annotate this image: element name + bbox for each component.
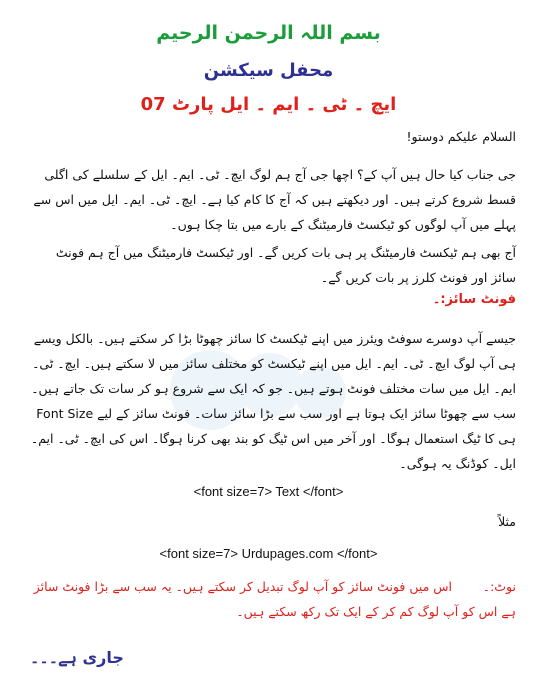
topic-paragraph: آج بھی ہم ٹیکسٹ فارمیٹنگ پر ہی بات کریں گے۔ اور ٹیکسٹ فارمیٹنگ میں آج ہم فونٹ سائز اور فونٹ کلرز پر بات کریں گے۔ <box>55 245 516 285</box>
intro-paragraph: جی جناب کیا حال ہیں آپ کے؟ اچھا جی آج ہم لوگ ایچ۔ ٹی۔ ایم۔ ایل کے سلسلے کی اگلی قسط شروع کرتے ہیں۔ اور دیکھتے ہیں کہ آج کا کام کیا ہے۔ ایچ۔ ٹی۔ ایم۔ ایل میں اس سے پہلے میں آپ لوگوں کو ٹیکسٹ فارمیٹنگ کے بارے میں بتا چکا ہوں۔ <box>33 167 516 232</box>
code-example-urdupages: <font size=7> Urdupages.com </font> <box>159 546 378 561</box>
part-title: ایچ ۔ ٹی ۔ ایم ۔ ایل پارٹ 07 <box>140 94 397 115</box>
font-size-paragraph: جیسے آپ دوسرے سوفٹ ویئرز میں اپنے ٹیکسٹ کا سائز چھوٹا بڑا کر سکتے ہیں۔ بالکل ویسے ہی آپ لوگ ایچ۔ ٹی۔ ایم۔ ایل میں اپنے ٹیکسٹ کو مختلف سائز میں لا سکتے ہیں۔ ایچ۔ ٹی۔ ایم۔ ایل میں سات مختلف فونٹ ہوتے ہیں۔ جو کہ ایک سے شروع ہو کر سات تک جاتے ہیں۔ سب سے چھوٹا سائز ایک ہوتا ہے اور سب سے بڑا سائز سات۔ فونٹ سائز کے لیے Font Size ہی کا ٹیگ استعمال ہوگا۔ اور آخر میں اس ٹیگ کو بند بھی کرنا ہوگا۔ اس کی ایچ۔ ٹی۔ ایم۔ ایل۔ کوڈنگ یہ ہوگی۔ <box>30 331 516 471</box>
section-title: محفل سیکشن <box>203 60 334 81</box>
code-example-text: <font size=7> Text </font> <box>193 484 344 499</box>
example-label: مثلاً <box>498 514 516 529</box>
note-text: اس میں فونٹ سائز کو آپ لوگ تبدیل کر سکتے ہیں۔ یہ سب سے بڑا فونٹ سائز ہے اس کو آپ لوگ کم کر کے ایک تک رکھ سکتے ہیں۔ <box>33 579 516 619</box>
font-size-subheading: فونٹ سائز:۔ <box>432 292 516 307</box>
bismillah-heading: بسم اللہ الرحمن الرحیم <box>156 22 381 44</box>
note-block <box>30 574 516 624</box>
greeting-text: السلام علیکم دوستو! <box>406 129 516 144</box>
continued-footer: جاری ہے۔۔۔ <box>30 648 124 667</box>
note-label: نوٹ:۔ <box>482 579 516 594</box>
